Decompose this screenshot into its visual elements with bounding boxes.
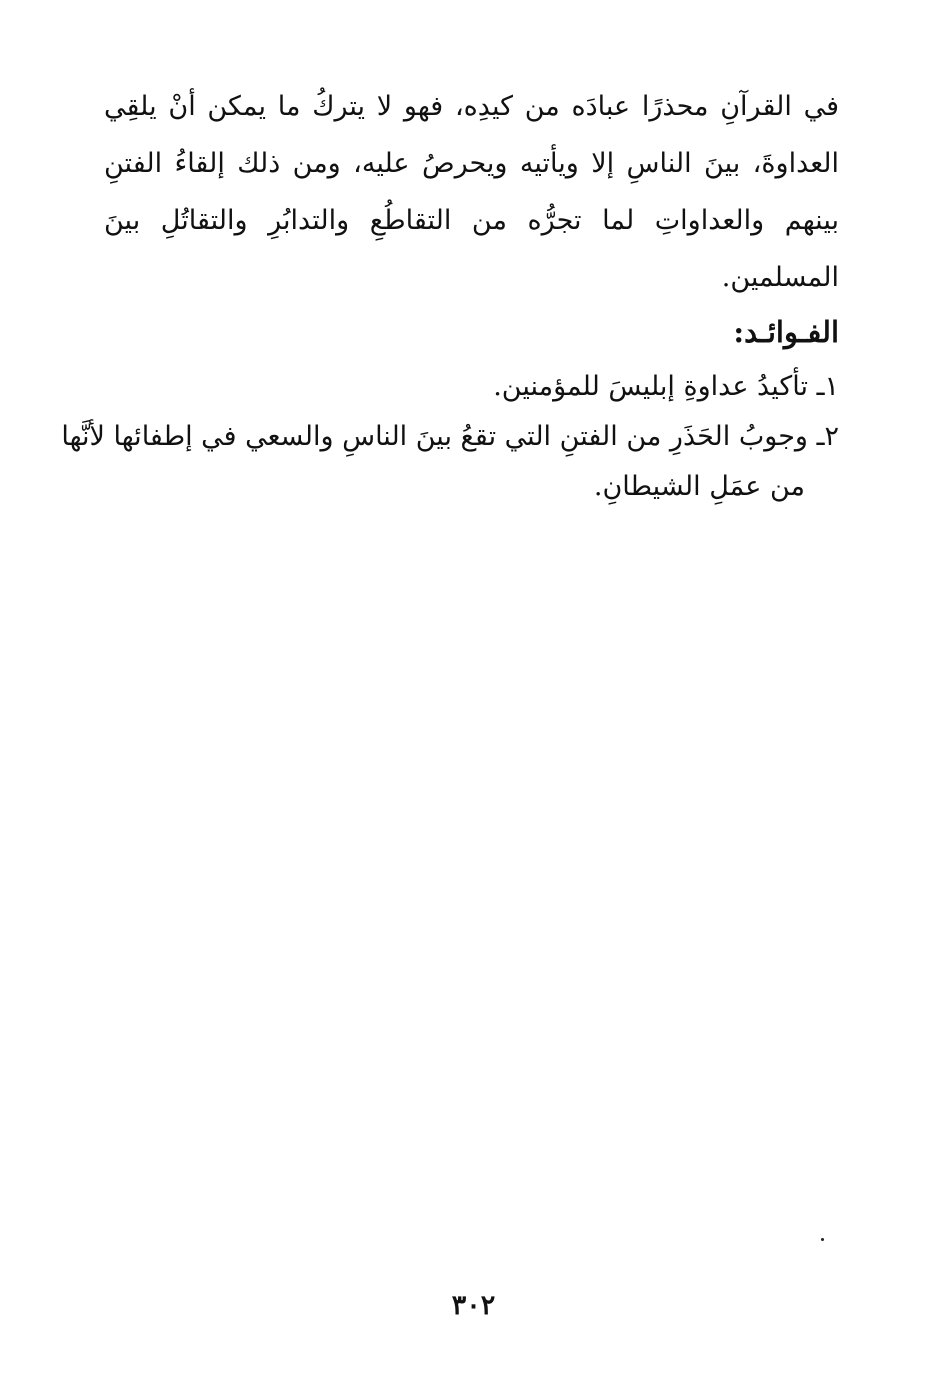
list-item-text: تأكيدُ عداوةِ إبليسَ للمؤمنين. — [493, 371, 808, 402]
list-item — [104, 362, 839, 412]
paragraph-line-2: العداوةَ، بينَ الناسِ إلا ويأتيه ويحرصُ عليه، ومن ذلك إلقاءُ الفتنِ — [104, 148, 839, 179]
list-item — [61, 412, 839, 462]
page-number: ٣٠٢ — [451, 1290, 496, 1321]
list-item-text: وجوبُ الحَذَرِ من الفتنِ التي تقعُ بينَ الناسِ والسعي في إطفائها لأنَّها — [61, 421, 808, 452]
list-item-number: ١ـ — [816, 371, 839, 402]
paragraph-line-3: بينهم والعداواتِ لما تجرُّه من التقاطُعِ والتدابُرِ والتقاتُلِ بينَ — [104, 205, 839, 236]
benefits-heading: الفـوائـد: — [733, 315, 839, 349]
intro-paragraph — [104, 78, 839, 306]
benefits-list — [61, 362, 839, 512]
list-item-number: ٢ـ — [816, 421, 839, 452]
list-item-continuation: من عمَلِ الشيطانِ. — [593, 471, 805, 502]
paragraph-line-4: المسلمين. — [721, 262, 839, 293]
paragraph-line-1: في القرآنِ محذرًا عبادَه من كيدِه، فهو لا يتركُ ما يمكن أنْ يلقِي — [104, 91, 839, 122]
stray-dot-mark — [821, 1238, 824, 1241]
